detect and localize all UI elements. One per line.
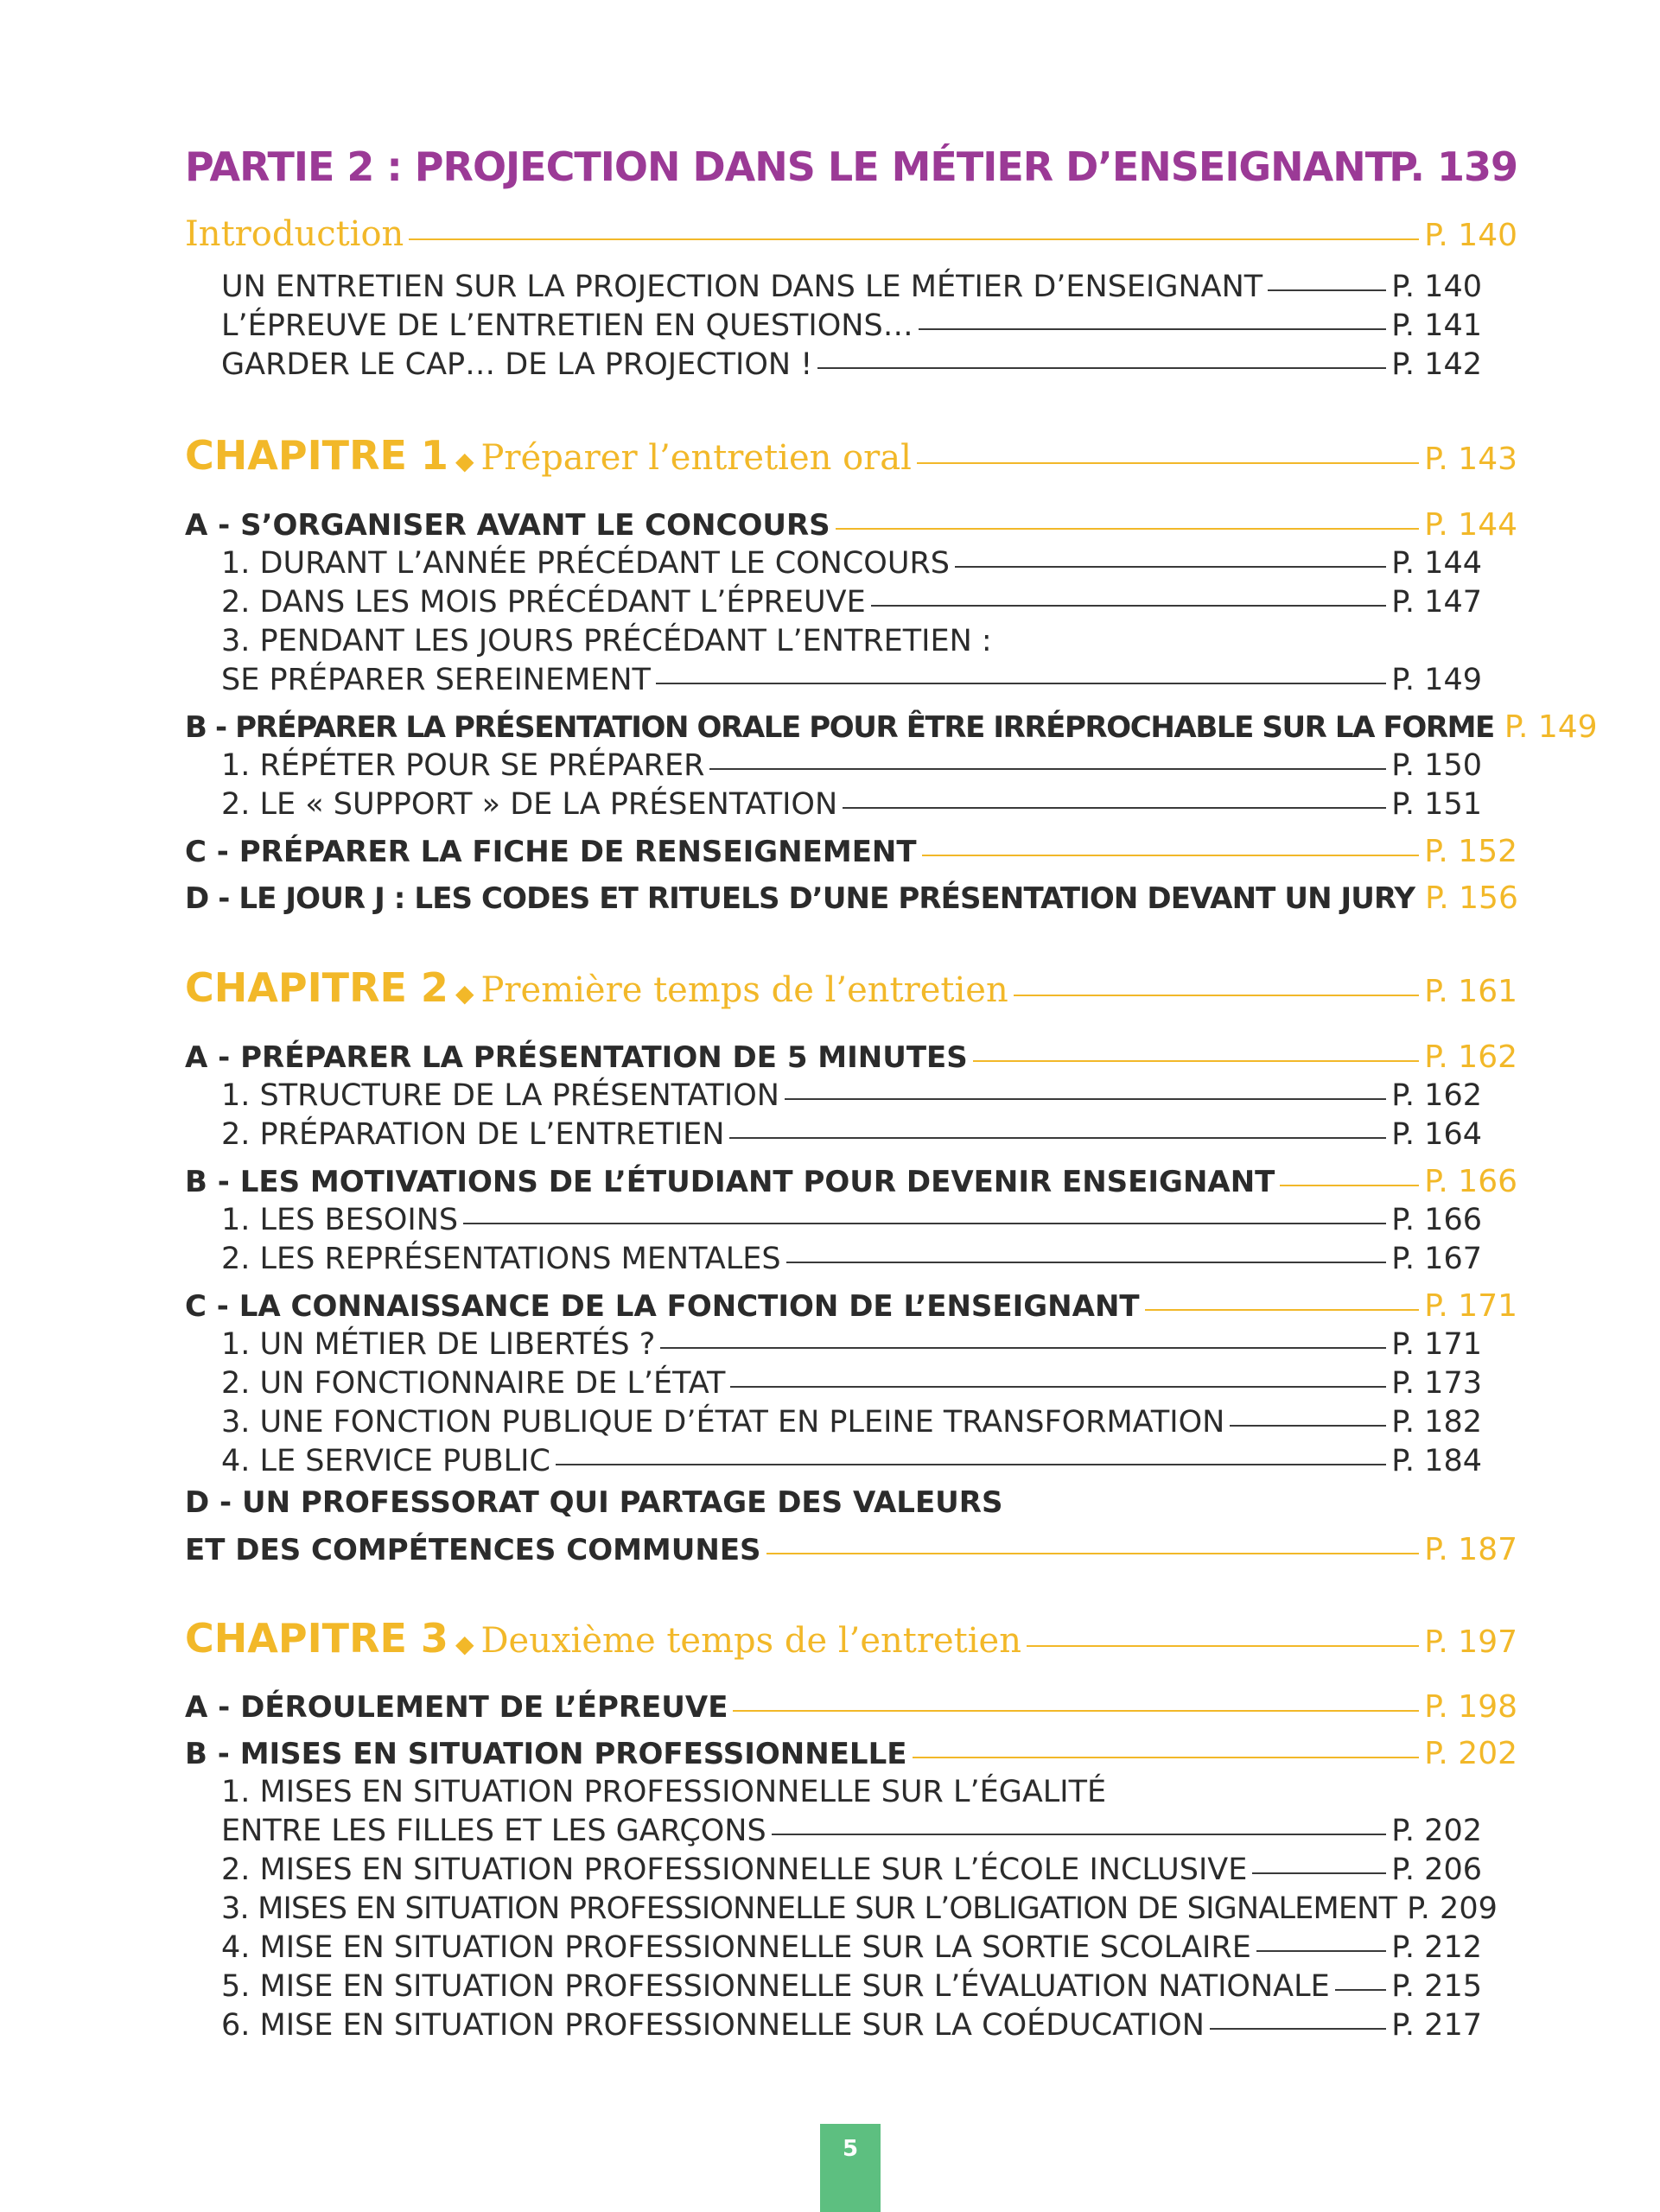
entry-label: 2. PRÉPARATION DE L’ENTRETIEN xyxy=(221,1117,725,1152)
introduction-title: Introduction xyxy=(185,214,404,254)
chapter-page: P. 161 xyxy=(1424,974,1517,1009)
entry-label: 1. DURANT L’ANNÉE PRÉCÉDANT LE CONCOURS xyxy=(221,546,951,581)
entry-page: P. 149 xyxy=(1391,663,1482,697)
section-label: C - PRÉPARER LA FICHE DE RENSEIGNEMENT xyxy=(185,835,917,869)
toc-entry[interactable] xyxy=(221,585,1482,620)
chapter-label: CHAPITRE 3 xyxy=(185,1615,448,1662)
chapter-subtitle: Deuxième temps de l’entretien xyxy=(480,1621,1021,1661)
entry-label: SE PRÉPARER SEREINEMENT xyxy=(221,663,651,697)
dot-leader xyxy=(409,238,1419,240)
dot-leader xyxy=(709,768,1386,770)
entry-label: 4. MISE EN SITUATION PROFESSIONNELLE SUR LA SORTIE SCOLAIRE xyxy=(221,1930,1251,1965)
toc-section[interactable] xyxy=(185,1736,1517,1771)
toc-entry[interactable] xyxy=(221,347,1482,382)
entry-label: 2. UN FONCTIONNAIRE DE L’ÉTAT xyxy=(221,1366,726,1401)
dot-leader xyxy=(785,1098,1386,1100)
toc-entry[interactable] xyxy=(221,748,1482,783)
dot-leader xyxy=(1145,1309,1420,1311)
entry-page: P. 202 xyxy=(1391,1814,1482,1848)
entry-label: 2. MISES EN SITUATION PROFESSIONNELLE SUR L’ÉCOLE INCLUSIVE xyxy=(221,1853,1248,1887)
dot-leader xyxy=(1280,1185,1419,1186)
entry-page: P. 140 xyxy=(1391,270,1482,304)
section-label: D - LE JOUR J : LES CODES ET RITUELS D’UNE PRÉSENTATION DEVANT UN JURY xyxy=(185,881,1415,916)
dot-leader xyxy=(922,855,1420,856)
entry-label: 1. STRUCTURE DE LA PRÉSENTATION xyxy=(221,1078,779,1113)
dot-leader xyxy=(1027,1645,1419,1647)
entry-page: P. 182 xyxy=(1391,1405,1482,1440)
part-page: P. 139 xyxy=(1389,143,1517,190)
dot-leader xyxy=(660,1347,1386,1349)
page-number: 5 xyxy=(842,2136,859,2162)
section-label: ET DES COMPÉTENCES COMMUNES xyxy=(185,1533,761,1567)
section-page: P. 156 xyxy=(1425,880,1518,916)
dot-leader xyxy=(1256,1950,1386,1952)
dot-leader xyxy=(766,1553,1420,1554)
dot-leader xyxy=(733,1710,1419,1712)
entry-label: 1. LES BESOINS xyxy=(221,1203,459,1237)
toc-section[interactable] xyxy=(185,507,1517,543)
dot-leader xyxy=(817,367,1386,369)
entry-page: P. 167 xyxy=(1391,1242,1482,1276)
dot-leader xyxy=(913,1757,1420,1758)
dot-leader xyxy=(917,462,1419,464)
section-label-line1: D - UN PROFESSORAT QUI PARTAGE DES VALEURS xyxy=(185,1485,1003,1520)
section-page: P. 166 xyxy=(1424,1164,1517,1199)
entry-label-line1: 3. PENDANT LES JOURS PRÉCÉDANT L’ENTRETIEN : xyxy=(221,624,992,658)
dot-leader xyxy=(973,1060,1420,1062)
entry-page: P. 171 xyxy=(1391,1327,1482,1362)
diamond-icon: ◆ xyxy=(455,979,474,1007)
dot-leader xyxy=(772,1834,1387,1835)
section-page: P. 198 xyxy=(1424,1689,1517,1725)
diamond-icon: ◆ xyxy=(455,447,474,475)
toc-entry[interactable] xyxy=(221,1078,1482,1113)
chapter-page: P. 143 xyxy=(1424,442,1517,477)
section-label: B - LES MOTIVATIONS DE L’ÉTUDIANT POUR DEVENIR ENSEIGNANT xyxy=(185,1165,1275,1199)
dot-leader xyxy=(871,605,1387,607)
dot-leader xyxy=(1335,1989,1387,1991)
section-page: P. 202 xyxy=(1424,1736,1517,1771)
dot-leader xyxy=(730,1386,1386,1388)
dot-leader xyxy=(556,1464,1386,1465)
entry-label: 4. LE SERVICE PUBLIC xyxy=(221,1444,550,1478)
entry-label: 2. LES REPRÉSENTATIONS MENTALES xyxy=(221,1242,781,1276)
entry-page: P. 144 xyxy=(1391,546,1482,581)
entry-page: P. 142 xyxy=(1391,347,1482,382)
entry-page: P. 150 xyxy=(1391,748,1482,783)
toc-section[interactable] xyxy=(185,1532,1517,1567)
section-page: P. 162 xyxy=(1424,1039,1517,1075)
toc-chapter-1[interactable] xyxy=(185,432,1517,479)
dot-leader xyxy=(836,528,1420,530)
entry-label: 1. RÉPÉTER POUR SE PRÉPARER xyxy=(221,748,705,783)
dot-leader xyxy=(463,1223,1386,1224)
toc-entry[interactable] xyxy=(221,1930,1482,1965)
dot-leader xyxy=(1014,995,1420,996)
toc-section[interactable] xyxy=(185,1164,1517,1199)
toc-entry[interactable] xyxy=(221,1117,1482,1152)
toc-entry[interactable] xyxy=(221,787,1482,822)
toc-section[interactable] xyxy=(185,1689,1517,1725)
introduction-page: P. 140 xyxy=(1424,218,1517,253)
entry-label: 1. UN MÉTIER DE LIBERTÉS ? xyxy=(221,1327,656,1362)
toc-entry[interactable] xyxy=(221,2008,1482,2043)
toc-entry[interactable] xyxy=(221,663,1482,697)
section-label: B - MISES EN SITUATION PROFESSIONNELLE xyxy=(185,1737,907,1771)
toc-entry[interactable] xyxy=(221,270,1482,304)
entry-page: P. 173 xyxy=(1391,1366,1482,1401)
entry-page: P. 164 xyxy=(1391,1117,1482,1152)
toc-introduction[interactable] xyxy=(185,214,1517,254)
dot-leader xyxy=(919,328,1387,330)
section-page: P. 144 xyxy=(1424,507,1517,543)
entry-page: P. 147 xyxy=(1391,585,1482,620)
entry-label: 6. MISE EN SITUATION PROFESSIONNELLE SUR LA COÉDUCATION xyxy=(221,2008,1205,2043)
section-page: P. 171 xyxy=(1424,1288,1517,1324)
toc-entry[interactable] xyxy=(221,1814,1482,1848)
section-label: C - LA CONNAISSANCE DE LA FONCTION DE L’ENSEIGNANT xyxy=(185,1289,1140,1324)
dot-leader xyxy=(843,807,1386,809)
toc-section[interactable] xyxy=(185,880,1517,916)
entry-page: P. 141 xyxy=(1391,308,1482,343)
entry-page: P. 151 xyxy=(1391,787,1482,822)
entry-label: UN ENTRETIEN SUR LA PROJECTION DANS LE MÉTIER D’ENSEIGNANT xyxy=(221,270,1263,304)
toc-entry[interactable] xyxy=(221,1242,1482,1276)
entry-page: P. 184 xyxy=(1391,1444,1482,1478)
chapter-subtitle: Préparer l’entretien oral xyxy=(480,438,912,478)
toc-chapter-2[interactable] xyxy=(185,964,1517,1011)
entry-page: P. 212 xyxy=(1391,1930,1482,1965)
toc-section[interactable] xyxy=(185,709,1598,745)
dot-leader xyxy=(1268,289,1386,291)
toc-entry[interactable] xyxy=(221,1203,1482,1237)
entry-page: P. 217 xyxy=(1391,2008,1482,2043)
entry-page: P. 209 xyxy=(1407,1891,1498,1926)
toc-entry[interactable] xyxy=(221,1327,1482,1362)
toc-chapter-3[interactable] xyxy=(185,1615,1517,1662)
part-title: PARTIE 2 : PROJECTION DANS LE MÉTIER D’ENSEIGNANT xyxy=(185,143,1392,190)
section-page: P. 149 xyxy=(1504,709,1598,745)
section-page: P. 187 xyxy=(1424,1532,1517,1567)
toc-entry[interactable] xyxy=(221,1891,1498,1926)
toc-section[interactable] xyxy=(185,834,1517,869)
entry-label: L’ÉPREUVE DE L’ENTRETIEN EN QUESTIONS… xyxy=(221,308,913,343)
dot-leader xyxy=(729,1137,1386,1139)
toc-section[interactable] xyxy=(185,1288,1517,1324)
chapter-label: CHAPITRE 2 xyxy=(185,964,448,1011)
entry-label: ENTRE LES FILLES ET LES GARÇONS xyxy=(221,1814,766,1848)
entry-page: P. 166 xyxy=(1391,1203,1482,1237)
dot-leader xyxy=(1252,1872,1386,1874)
chapter-subtitle: Première temps de l’entretien xyxy=(480,970,1008,1010)
toc-entry[interactable] xyxy=(221,308,1482,343)
toc-entry[interactable] xyxy=(221,1444,1482,1478)
entry-page: P. 215 xyxy=(1391,1969,1482,2004)
toc-entry[interactable] xyxy=(221,1405,1482,1440)
toc-entry[interactable] xyxy=(221,1969,1482,2004)
section-label: A - DÉROULEMENT DE L’ÉPREUVE xyxy=(185,1690,728,1725)
diamond-icon: ◆ xyxy=(455,1630,474,1658)
entry-page: P. 206 xyxy=(1391,1853,1482,1887)
section-label: A - S’ORGANISER AVANT LE CONCOURS xyxy=(185,508,830,543)
entry-page: P. 162 xyxy=(1391,1078,1482,1113)
toc-entry[interactable] xyxy=(221,546,1482,581)
entry-label: 5. MISE EN SITUATION PROFESSIONNELLE SUR L’ÉVALUATION NATIONALE xyxy=(221,1969,1330,2004)
entry-label-line1: 1. MISES EN SITUATION PROFESSIONNELLE SUR L’ÉGALITÉ xyxy=(221,1775,1107,1809)
entry-label: 2. LE « SUPPORT » DE LA PRÉSENTATION xyxy=(221,787,838,822)
chapter-page: P. 197 xyxy=(1424,1624,1517,1660)
section-page: P. 152 xyxy=(1424,834,1517,869)
section-label: A - PRÉPARER LA PRÉSENTATION DE 5 MINUTES xyxy=(185,1040,968,1075)
toc-section[interactable] xyxy=(185,1039,1517,1075)
entry-label: 3. MISES EN SITUATION PROFESSIONNELLE SUR L’OBLIGATION DE SIGNALEMENT xyxy=(221,1891,1397,1926)
chapter-label: CHAPITRE 1 xyxy=(185,432,448,479)
dot-leader xyxy=(656,683,1386,684)
entry-label: 3. UNE FONCTION PUBLIQUE D’ÉTAT EN PLEINE TRANSFORMATION xyxy=(221,1405,1225,1440)
entry-label: GARDER LE CAP… DE LA PROJECTION ! xyxy=(221,347,813,382)
entry-label: 2. DANS LES MOIS PRÉCÉDANT L’ÉPREUVE xyxy=(221,585,866,620)
dot-leader xyxy=(786,1262,1387,1263)
toc-entry[interactable] xyxy=(221,1366,1482,1401)
dot-leader xyxy=(1230,1425,1386,1427)
toc-entry[interactable] xyxy=(221,1853,1482,1887)
dot-leader xyxy=(955,566,1386,568)
section-label: B - PRÉPARER LA PRÉSENTATION ORALE POUR ÊTRE IRRÉPROCHABLE SUR LA FORME xyxy=(185,710,1494,745)
dot-leader xyxy=(1210,2028,1386,2030)
